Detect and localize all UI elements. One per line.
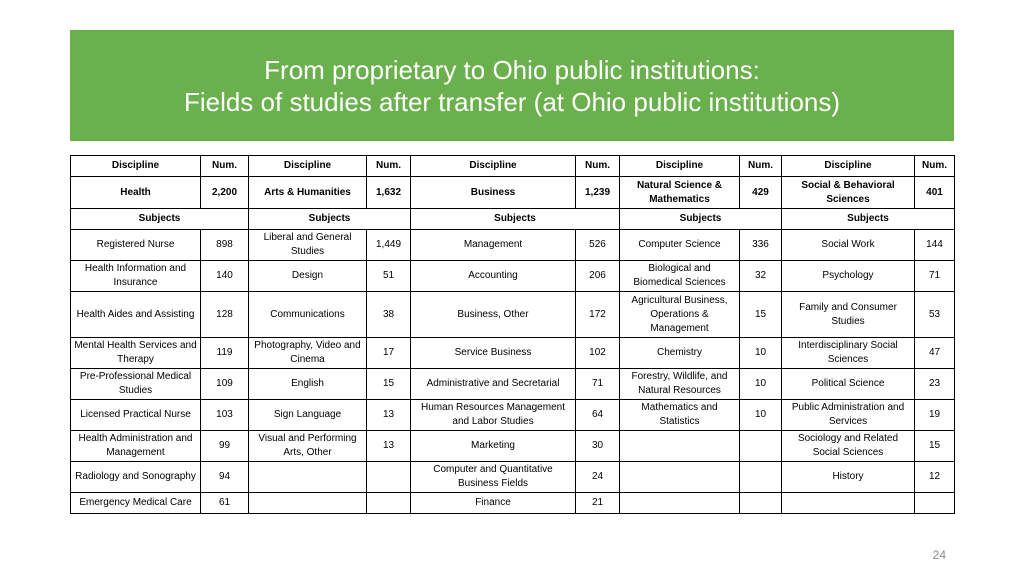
subject-name-cell: Photography, Video and Cinema bbox=[249, 338, 367, 369]
subject-name-cell: Political Science bbox=[782, 369, 915, 400]
discipline-totals-row bbox=[71, 177, 955, 209]
subject-name-cell: Forestry, Wildlife, and Natural Resources bbox=[620, 369, 740, 400]
subject-name-cell bbox=[249, 493, 367, 514]
subject-count-cell: 64 bbox=[576, 400, 620, 431]
subject-name-cell: Chemistry bbox=[620, 338, 740, 369]
subject-count-cell: 13 bbox=[367, 431, 411, 462]
subject-count-cell: 94 bbox=[201, 462, 249, 493]
discipline-total: 1,239 bbox=[576, 177, 620, 209]
discipline-name: Social & Behavioral Sciences bbox=[782, 177, 915, 209]
subject-count-cell: 336 bbox=[740, 230, 782, 261]
table-row bbox=[71, 338, 955, 369]
subject-name-cell: Family and Consumer Studies bbox=[782, 292, 915, 338]
subject-count-cell bbox=[367, 462, 411, 493]
subject-count-cell: 71 bbox=[915, 261, 955, 292]
subject-name-cell: Marketing bbox=[411, 431, 576, 462]
subject-count-cell: 23 bbox=[915, 369, 955, 400]
subject-name-cell: English bbox=[249, 369, 367, 400]
subject-count-cell: 109 bbox=[201, 369, 249, 400]
subject-count-cell: 10 bbox=[740, 400, 782, 431]
subject-count-cell: 30 bbox=[576, 431, 620, 462]
column-header: Discipline bbox=[71, 156, 201, 177]
subject-count-cell: 47 bbox=[915, 338, 955, 369]
subject-count-cell: 10 bbox=[740, 338, 782, 369]
column-header: Num. bbox=[915, 156, 955, 177]
column-header: Num. bbox=[740, 156, 782, 177]
discipline-total: 429 bbox=[740, 177, 782, 209]
subject-count-cell: 38 bbox=[367, 292, 411, 338]
slide-title-line-1: From proprietary to Ohio public institutions: bbox=[264, 54, 760, 85]
subject-name-cell: Social Work bbox=[782, 230, 915, 261]
discipline-total: 2,200 bbox=[201, 177, 249, 209]
subject-count-cell bbox=[740, 462, 782, 493]
discipline-total: 401 bbox=[915, 177, 955, 209]
subject-count-cell: 13 bbox=[367, 400, 411, 431]
column-header: Discipline bbox=[782, 156, 915, 177]
discipline-name: Arts & Humanities bbox=[249, 177, 367, 209]
column-header: Discipline bbox=[249, 156, 367, 177]
subjects-header-row bbox=[71, 209, 955, 230]
subject-name-cell: Radiology and Sonography bbox=[71, 462, 201, 493]
subject-name-cell: Accounting bbox=[411, 261, 576, 292]
table-row bbox=[71, 462, 955, 493]
subject-count-cell: 61 bbox=[201, 493, 249, 514]
subject-name-cell: History bbox=[782, 462, 915, 493]
subject-name-cell: Communications bbox=[249, 292, 367, 338]
subject-count-cell bbox=[740, 493, 782, 514]
subject-count-cell: 15 bbox=[915, 431, 955, 462]
discipline-total: 1,632 bbox=[367, 177, 411, 209]
subject-name-cell: Mental Health Services and Therapy bbox=[71, 338, 201, 369]
subject-name-cell: Human Resources Management and Labor Studies bbox=[411, 400, 576, 431]
subject-name-cell: Business, Other bbox=[411, 292, 576, 338]
subjects-header: Subjects bbox=[249, 209, 411, 230]
subject-name-cell: Design bbox=[249, 261, 367, 292]
subject-count-cell: 19 bbox=[915, 400, 955, 431]
subject-name-cell: Management bbox=[411, 230, 576, 261]
subject-name-cell: Licensed Practical Nurse bbox=[71, 400, 201, 431]
subject-name-cell: Registered Nurse bbox=[71, 230, 201, 261]
subject-name-cell bbox=[249, 462, 367, 493]
subject-name-cell bbox=[620, 493, 740, 514]
table-row bbox=[71, 493, 955, 514]
subject-count-cell: 206 bbox=[576, 261, 620, 292]
subject-count-cell: 12 bbox=[915, 462, 955, 493]
subject-count-cell bbox=[915, 493, 955, 514]
subject-count-cell: 1,449 bbox=[367, 230, 411, 261]
subject-name-cell: Sign Language bbox=[249, 400, 367, 431]
subject-name-cell bbox=[620, 431, 740, 462]
column-header: Num. bbox=[576, 156, 620, 177]
subject-name-cell: Psychology bbox=[782, 261, 915, 292]
subject-count-cell: 172 bbox=[576, 292, 620, 338]
subject-name-cell: Mathematics and Statistics bbox=[620, 400, 740, 431]
subject-count-cell: 21 bbox=[576, 493, 620, 514]
subject-name-cell: Sociology and Related Social Sciences bbox=[782, 431, 915, 462]
slide-title-line-2: Fields of studies after transfer (at Ohio public institutions) bbox=[183, 86, 841, 117]
column-header: Discipline bbox=[620, 156, 740, 177]
subject-name-cell: Biological and Biomedical Sciences bbox=[620, 261, 740, 292]
subject-count-cell: 99 bbox=[201, 431, 249, 462]
subject-count-cell: 24 bbox=[576, 462, 620, 493]
column-header: Num. bbox=[201, 156, 249, 177]
subject-name-cell: Computer and Quantitative Business Fields bbox=[411, 462, 576, 493]
subject-name-cell: Emergency Medical Care bbox=[71, 493, 201, 514]
subject-count-cell: 526 bbox=[576, 230, 620, 261]
subject-count-cell: 15 bbox=[367, 369, 411, 400]
subject-count-cell: 15 bbox=[740, 292, 782, 338]
subject-count-cell bbox=[740, 431, 782, 462]
subject-count-cell: 10 bbox=[740, 369, 782, 400]
subject-name-cell: Service Business bbox=[411, 338, 576, 369]
subject-count-cell: 102 bbox=[576, 338, 620, 369]
subject-count-cell: 128 bbox=[201, 292, 249, 338]
subject-count-cell: 71 bbox=[576, 369, 620, 400]
column-header: Num. bbox=[367, 156, 411, 177]
subject-name-cell: Agricultural Business, Operations & Management bbox=[620, 292, 740, 338]
subject-name-cell: Pre-Professional Medical Studies bbox=[71, 369, 201, 400]
subject-count-cell: 51 bbox=[367, 261, 411, 292]
subjects-header: Subjects bbox=[620, 209, 782, 230]
discipline-name: Health bbox=[71, 177, 201, 209]
subject-count-cell: 17 bbox=[367, 338, 411, 369]
subject-rows bbox=[71, 230, 955, 514]
subject-count-cell: 32 bbox=[740, 261, 782, 292]
table-row bbox=[71, 369, 955, 400]
title-banner bbox=[70, 30, 954, 141]
subject-count-cell: 53 bbox=[915, 292, 955, 338]
table-row bbox=[71, 400, 955, 431]
subject-count-cell: 119 bbox=[201, 338, 249, 369]
fields-of-study-table bbox=[70, 155, 955, 514]
subjects-header: Subjects bbox=[782, 209, 955, 230]
subject-name-cell bbox=[782, 493, 915, 514]
subject-name-cell: Interdisciplinary Social Sciences bbox=[782, 338, 915, 369]
table-row bbox=[71, 261, 955, 292]
header-row bbox=[71, 156, 955, 177]
subject-count-cell: 103 bbox=[201, 400, 249, 431]
subject-name-cell bbox=[620, 462, 740, 493]
table-row bbox=[71, 431, 955, 462]
subject-name-cell: Health Administration and Management bbox=[71, 431, 201, 462]
subject-count-cell: 140 bbox=[201, 261, 249, 292]
page-number: 24 bbox=[932, 548, 946, 562]
subject-name-cell: Administrative and Secretarial bbox=[411, 369, 576, 400]
subject-name-cell: Computer Science bbox=[620, 230, 740, 261]
subjects-header: Subjects bbox=[71, 209, 249, 230]
discipline-name: Natural Science & Mathematics bbox=[620, 177, 740, 209]
table-row bbox=[71, 230, 955, 261]
subjects-header: Subjects bbox=[411, 209, 620, 230]
column-header: Discipline bbox=[411, 156, 576, 177]
subject-name-cell: Health Information and Insurance bbox=[71, 261, 201, 292]
subject-count-cell: 898 bbox=[201, 230, 249, 261]
subject-name-cell: Finance bbox=[411, 493, 576, 514]
subject-name-cell: Visual and Performing Arts, Other bbox=[249, 431, 367, 462]
discipline-name: Business bbox=[411, 177, 576, 209]
table-row bbox=[71, 292, 955, 338]
subject-name-cell: Public Administration and Services bbox=[782, 400, 915, 431]
subject-name-cell: Health Aides and Assisting bbox=[71, 292, 201, 338]
subject-name-cell: Liberal and General Studies bbox=[249, 230, 367, 261]
subject-count-cell bbox=[367, 493, 411, 514]
subject-count-cell: 144 bbox=[915, 230, 955, 261]
